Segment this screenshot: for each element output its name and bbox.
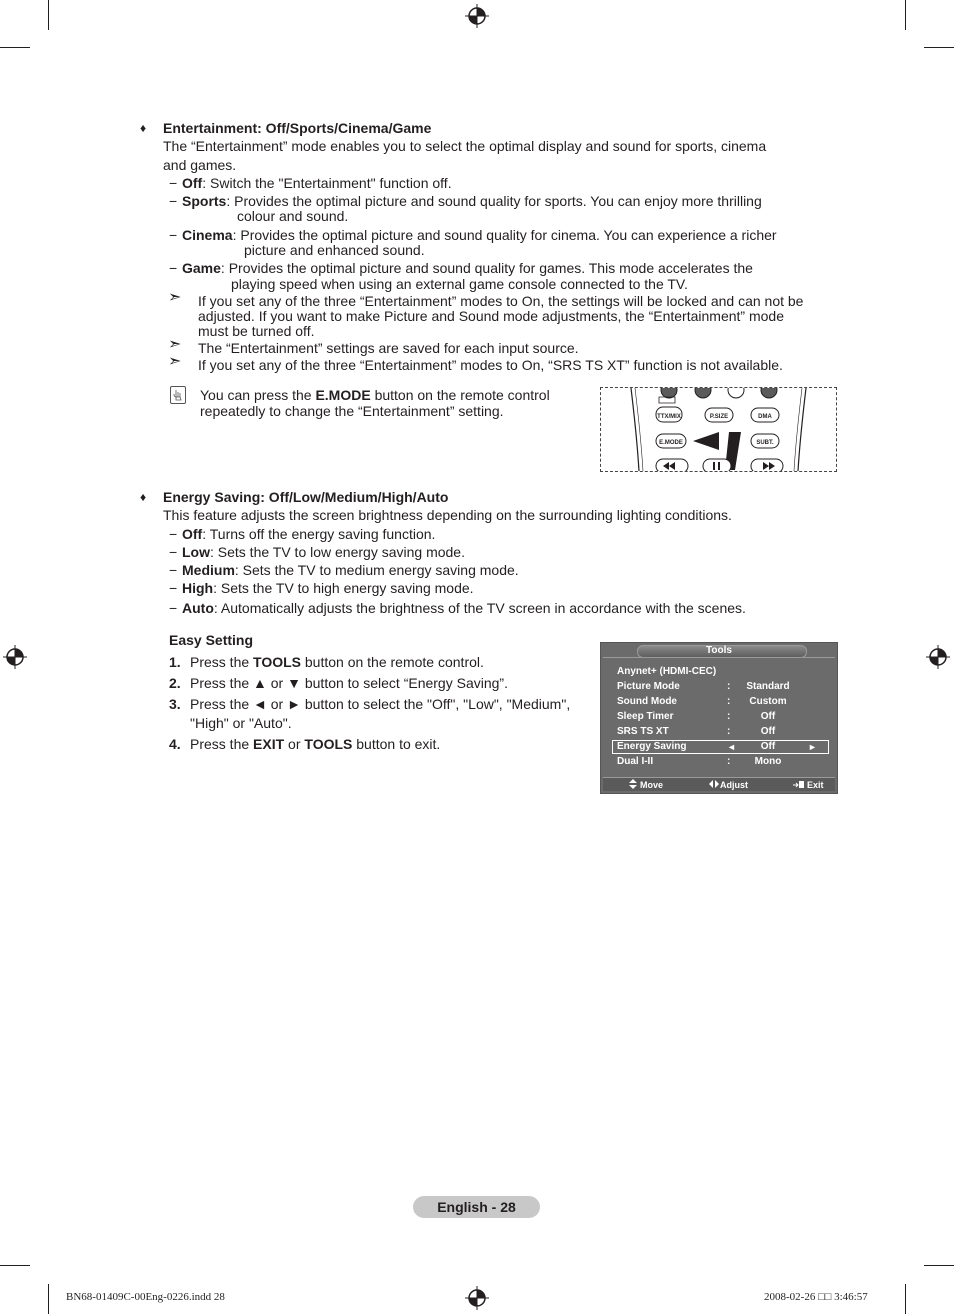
- energy-high: High: Sets the TV to high energy saving mode.: [182, 580, 474, 596]
- easy-setting-heading: Easy Setting: [169, 632, 254, 648]
- note-text: adjusted. If you want to make Picture and Sound mode adjustments, the “Entertainment” mode: [198, 308, 784, 324]
- option-sports-cont: colour and sound.: [237, 208, 349, 224]
- up-down-arrow-icon: [629, 779, 637, 789]
- bullet-diamond-icon: ♦: [140, 490, 147, 504]
- tools-value: Off: [760, 711, 776, 722]
- remote-illustration: [600, 387, 837, 472]
- footer-date: 2008-02-26 □□ 3:46:57: [764, 1291, 868, 1303]
- crop-mark: [48, 0, 49, 30]
- option-game-cont: playing speed when using an external game console connected to the TV.: [231, 276, 688, 292]
- registration-mark-icon: [465, 1286, 489, 1310]
- step-4: Press the EXIT or TOOLS button to exit.: [190, 736, 441, 752]
- tools-row-anynet[interactable]: Anynet+ (HDMI-CEC): [617, 666, 717, 677]
- energy-desc: This feature adjusts the screen brightness depending on the surrounding lighting conditions.: [163, 507, 732, 523]
- tools-title-line: [603, 657, 835, 658]
- note-arrow-icon: ➣: [168, 353, 182, 370]
- bullet-diamond-icon: ♦: [140, 121, 147, 135]
- tools-value: Custom: [749, 696, 787, 707]
- note-arrow-icon: ➣: [168, 336, 182, 353]
- footer-file: BN68-01409C-00Eng-0226.indd 28: [66, 1291, 225, 1303]
- dash: −: [169, 193, 178, 209]
- step-3-cont: "High" or "Auto".: [190, 715, 292, 731]
- dash: −: [169, 175, 178, 191]
- tools-left-arrow-icon[interactable]: ◄: [727, 742, 736, 752]
- exit-icon: [793, 780, 805, 789]
- crop-mark: [924, 47, 954, 48]
- crop-mark: [905, 0, 906, 30]
- tools-right-arrow-icon[interactable]: ►: [808, 742, 817, 752]
- tools-row-sleep-timer[interactable]: Sleep Timer: [617, 711, 674, 722]
- tools-value: Off: [760, 741, 776, 752]
- emode-tip: You can press the E.MODE button on the remote control: [200, 387, 550, 403]
- step-number: 3.: [169, 696, 181, 712]
- option-cinema: Cinema: Provides the optimal picture and sound quality for cinema. You can experience a richer: [182, 227, 777, 243]
- energy-auto: Auto: Automatically adjusts the brightness of the TV screen in accordance with the scenes.: [182, 600, 746, 616]
- note-text: If you set any of the three “Entertainment” modes to On, the settings will be locked and can not be: [198, 293, 804, 309]
- crop-mark: [905, 1284, 906, 1314]
- tools-menu: [600, 642, 838, 794]
- remote-note-icon: [170, 386, 186, 404]
- tools-move-label: Move: [640, 780, 664, 790]
- remote-btn-emode: E.MODE: [659, 440, 683, 446]
- energy-heading: Energy Saving: Off/Low/Medium/High/Auto: [163, 489, 449, 505]
- page-number: English - 28: [413, 1196, 540, 1218]
- tools-row-dual[interactable]: Dual I-II: [617, 756, 654, 767]
- remote-control-icon: [601, 388, 836, 471]
- tools-sep: :: [727, 696, 731, 707]
- registration-mark-icon: [465, 4, 489, 28]
- step-3: Press the ◄ or ► button to select the "Off", "Low", "Medium",: [190, 696, 571, 712]
- left-right-arrow-icon: [709, 780, 719, 788]
- dash: −: [169, 526, 178, 542]
- dash: −: [169, 580, 178, 596]
- tools-value: Standard: [746, 681, 790, 692]
- crop-mark: [48, 1284, 49, 1314]
- tools-value: Off: [760, 726, 776, 737]
- tools-title: Tools: [706, 645, 732, 656]
- option-off: Off: Switch the "Entertainment" function off.: [182, 175, 452, 191]
- dash: −: [169, 544, 178, 560]
- dash: −: [169, 260, 178, 276]
- note-text: must be turned off.: [198, 323, 315, 339]
- entertainment-heading: Entertainment: Off/Sports/Cinema/Game: [163, 120, 432, 136]
- tools-adjust-label: Adjust: [720, 780, 748, 790]
- remote-btn-subt: SUBT.: [756, 440, 774, 446]
- tools-row-energy-saving: Energy Saving: [617, 741, 687, 752]
- hand-icon: [171, 387, 185, 403]
- crop-mark: [0, 1265, 30, 1266]
- dash: −: [169, 227, 178, 243]
- tools-row-picture-mode[interactable]: Picture Mode: [617, 681, 680, 692]
- registration-mark-icon: [3, 645, 27, 669]
- emode-tip-cont: repeatedly to change the “Entertainment” setting.: [200, 403, 504, 419]
- step-number: 1.: [169, 654, 181, 670]
- option-game: Game: Provides the optimal picture and sound quality for games. This mode accelerates the: [182, 260, 753, 276]
- dash: −: [169, 600, 178, 616]
- tools-row-srs[interactable]: SRS TS XT: [617, 726, 669, 737]
- step-number: 4.: [169, 736, 181, 752]
- crop-mark: [924, 1265, 954, 1266]
- option-cinema-cont: picture and enhanced sound.: [244, 242, 425, 258]
- note-text: If you set any of the three “Entertainment” modes to On, “SRS TS XT” function is not available.: [198, 357, 783, 373]
- remote-btn-dma: DMA: [758, 414, 772, 420]
- tools-sep: :: [727, 756, 731, 767]
- entertainment-desc: and games.: [163, 157, 237, 173]
- registration-mark-icon: [926, 645, 950, 669]
- remote-btn-ttx: TTX/MIX: [657, 414, 681, 420]
- tools-value: Mono: [754, 756, 782, 767]
- note-text: The “Entertainment” settings are saved for each input source.: [198, 340, 579, 356]
- remote-btn-psize: P.SIZE: [709, 414, 729, 420]
- dash: −: [169, 562, 178, 578]
- step-number: 2.: [169, 675, 181, 691]
- energy-low: Low: Sets the TV to low energy saving mode.: [182, 544, 465, 560]
- tools-row-sound-mode[interactable]: Sound Mode: [617, 696, 677, 707]
- tools-sep: :: [727, 711, 731, 722]
- step-1: Press the TOOLS button on the remote control.: [190, 654, 484, 670]
- option-sports: Sports: Provides the optimal picture and sound quality for sports. You can enjoy more thrilling: [182, 193, 762, 209]
- entertainment-desc: The “Entertainment” mode enables you to select the optimal display and sound for sports, cinema: [163, 138, 767, 154]
- energy-medium: Medium: Sets the TV to medium energy saving mode.: [182, 562, 519, 578]
- energy-off: Off: Turns off the energy saving function.: [182, 526, 436, 542]
- tools-exit-label: Exit: [807, 780, 824, 790]
- tools-sep: :: [727, 681, 731, 692]
- tools-sep: :: [727, 726, 731, 737]
- crop-mark: [0, 47, 30, 48]
- note-arrow-icon: ➣: [168, 289, 182, 306]
- step-2: Press the ▲ or ▼ button to select “Energy Saving”.: [190, 675, 508, 691]
